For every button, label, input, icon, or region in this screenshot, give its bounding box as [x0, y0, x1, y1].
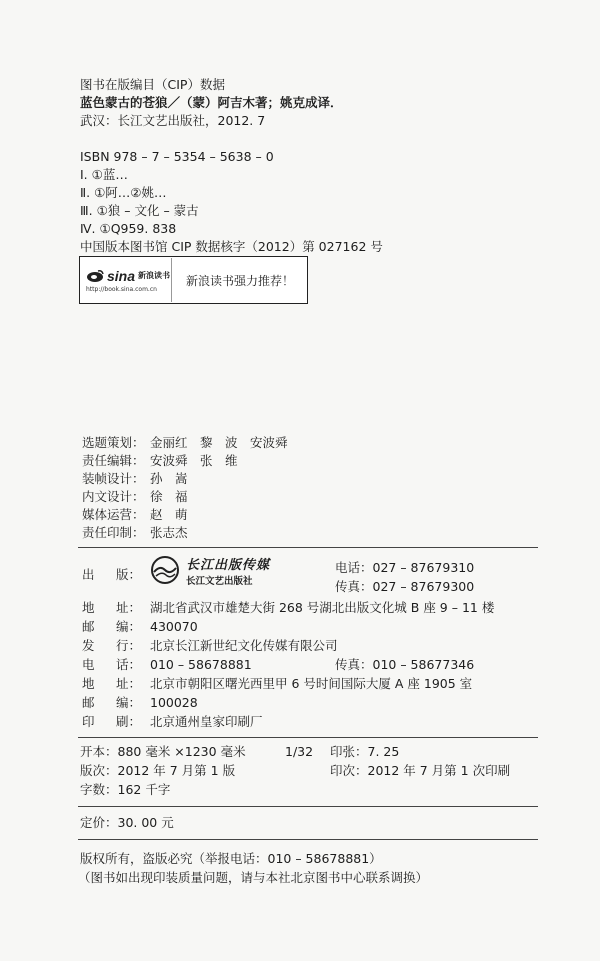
credit-label: 责任编辑： [82, 453, 145, 468]
publisher-logo-calligraphy: 长江出版传媒 [186, 557, 271, 573]
publisher-zip: 430070 [150, 619, 198, 634]
publisher-zip-label-suffix: 编： [116, 619, 142, 634]
quality-notice: （图书如出现印装质量问题，请与本社北京图书中心联系调换） [78, 870, 429, 885]
copyright-notice: 版权所有，盗版必究（举报电话：010 – 58678881） [80, 851, 382, 866]
publisher-address-label-suffix: 址： [116, 600, 142, 615]
distributor-tel-label: 电 [82, 657, 95, 672]
sina-banner [79, 256, 308, 304]
cip-index-4: Ⅳ. ①Q959. 838 [80, 221, 177, 236]
distributor-label: 发 [82, 638, 95, 653]
distributor-fax: 传真：010 – 58677346 [335, 657, 475, 672]
distributor-tel-label-suffix: 话： [116, 657, 142, 672]
distributor-address: 北京市朝阳区曙光西里甲 6 号时间国际大厦 A 座 1905 室 [150, 676, 473, 691]
publisher-address: 湖北省武汉市雄楚大街 268 号湖北出版文化城 B 座 9 – 11 楼 [150, 600, 495, 615]
cip-isbn: ISBN 978 – 7 – 5354 – 5638 – 0 [80, 149, 274, 164]
distributor-address-label-suffix: 址： [116, 676, 142, 691]
divider [78, 806, 538, 807]
spec-sheets: 印张：7. 25 [330, 744, 400, 759]
publisher-label-suffix: 版： [116, 567, 142, 582]
cip-heading: 图书在版编目（CIP）数据 [80, 77, 225, 92]
distributor-tel: 010 – 58678881 [150, 657, 252, 672]
credit-label: 媒体运营： [82, 507, 145, 522]
credit-value: 安波舜 张 维 [150, 453, 238, 468]
divider [78, 737, 538, 738]
printer-name: 北京通州皇家印刷厂 [150, 714, 263, 729]
sina-logo-cn: 新浪读书 [138, 271, 171, 280]
credit-label: 选题策划： [82, 435, 145, 450]
publisher-address-label: 地 [82, 600, 95, 615]
spec-edition: 版次：2012 年 7 月第 1 版 [80, 763, 236, 778]
cip-number: 中国版本图书馆 CIP 数据核字（2012）第 027162 号 [80, 239, 383, 254]
credit-label: 装帧设计： [82, 471, 145, 486]
divider [78, 839, 538, 840]
credit-value: 金丽红 黎 波 安波舜 [150, 435, 288, 450]
spec-printing: 印次：2012 年 7 月第 1 次印刷 [330, 763, 511, 778]
cip-index-2: Ⅱ. ①阿…②姚… [80, 185, 167, 200]
publisher-logo-subtitle: 长江文艺出版社 [186, 575, 253, 587]
publisher-tel: 电话：027 – 87679310 [335, 560, 475, 575]
distributor-name: 北京长江新世纪文化传媒有限公司 [150, 638, 338, 653]
publisher-label: 出 [82, 567, 95, 582]
spec-fold: 1/32 [285, 744, 314, 759]
cip-index-3: Ⅲ. ①狼 – 文化 – 蒙古 [80, 203, 199, 218]
distributor-address-label: 地 [82, 676, 95, 691]
publisher-zip-label: 邮 [82, 619, 95, 634]
credit-value: 徐 福 [150, 489, 188, 504]
spec-words: 字数：162 千字 [80, 782, 171, 797]
sina-slogan: 新浪读书强力推荐！ [186, 273, 295, 288]
printer-label: 印 [82, 714, 95, 729]
cip-title-line: 蓝色蒙古的苍狼／（蒙）阿吉木著；姚克成译． [80, 95, 343, 110]
divider [78, 547, 538, 548]
changjiang-logo-icon [150, 555, 180, 585]
spec-format: 开本：880 毫米 ×1230 毫米 [80, 744, 246, 759]
credit-value: 孙 嵩 [150, 471, 188, 486]
sina-eye-icon [86, 269, 104, 283]
sina-logo-word: sina [107, 267, 136, 284]
distributor-label-suffix: 行： [116, 638, 142, 653]
publisher-logo [150, 553, 320, 587]
printer-label-suffix: 刷： [116, 714, 142, 729]
sina-logo [80, 258, 172, 302]
cip-index-1: Ⅰ. ①蓝… [80, 167, 128, 182]
sina-logo-url: http://book.sina.com.cn [86, 285, 157, 293]
distributor-zip-label: 邮 [82, 695, 95, 710]
credit-label: 内文设计： [82, 489, 145, 504]
publisher-fax: 传真：027 – 87679300 [335, 579, 475, 594]
credit-label: 责任印制： [82, 525, 145, 540]
price: 定价：30. 00 元 [80, 815, 174, 830]
credit-value: 张志杰 [150, 525, 188, 540]
credit-value: 赵 萌 [150, 507, 188, 522]
cip-publisher-line: 武汉：长江文艺出版社，2012. 7 [80, 113, 266, 128]
distributor-zip: 100028 [150, 695, 198, 710]
distributor-zip-label-suffix: 编： [116, 695, 142, 710]
